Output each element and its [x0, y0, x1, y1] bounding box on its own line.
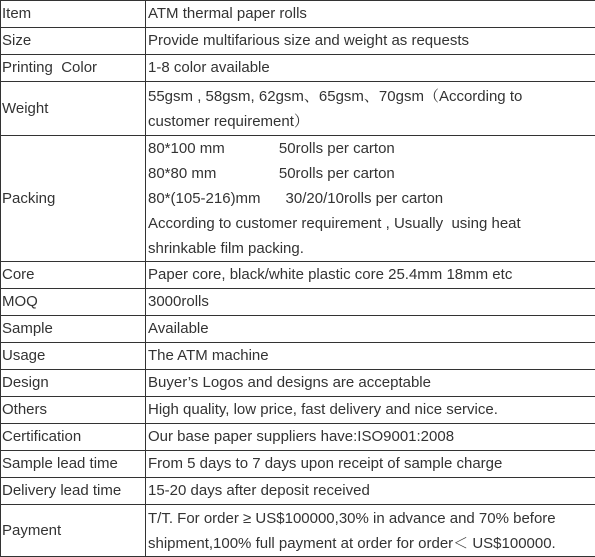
row-label: Design: [1, 370, 146, 397]
row-label: Core: [1, 262, 146, 289]
row-label: Certification: [1, 424, 146, 451]
row-value: [146, 505, 595, 557]
value-line: 55gsm , 58gsm, 62gsm、65gsm、70gsm（According to: [148, 84, 595, 109]
row-value: Buyer’s Logos and designs are acceptable: [146, 370, 595, 397]
row-label: MOQ: [1, 289, 146, 316]
value-line: T/T. For order ≥ US$100000,30% in advance and 70% before: [148, 506, 595, 531]
row-value: High quality, low price, fast delivery and nice service.: [146, 397, 595, 424]
row-value: ATM thermal paper rolls: [146, 1, 595, 28]
value-line: 80*100 mm 50rolls per carton: [148, 136, 595, 161]
row-value: 3000rolls: [146, 289, 595, 316]
value-line: shipment,100% full payment at order for order＜ US$100000.: [148, 531, 595, 556]
value-line: shrinkable film packing.: [148, 236, 595, 261]
row-value: 15-20 days after deposit received: [146, 478, 595, 505]
spec-row-packing: [1, 136, 595, 262]
row-label: Payment: [1, 505, 146, 557]
row-value: Paper core, black/white plastic core 25.4mm 18mm etc: [146, 262, 595, 289]
value-line: customer requirement）: [148, 109, 595, 134]
row-label: Delivery lead time: [1, 478, 146, 505]
spec-row-size: [1, 28, 595, 55]
row-value: The ATM machine: [146, 343, 595, 370]
row-value: Provide multifarious size and weight as requests: [146, 28, 595, 55]
row-label: Others: [1, 397, 146, 424]
spec-row-printing-color: [1, 55, 595, 82]
row-label: Packing: [1, 136, 146, 262]
row-value: 1-8 color available: [146, 55, 595, 82]
row-value: From 5 days to 7 days upon receipt of sample charge: [146, 451, 595, 478]
row-label: Printing Color: [1, 55, 146, 82]
spec-row-core: [1, 262, 595, 289]
row-value: Available: [146, 316, 595, 343]
spec-row-sample-lead-time: [1, 451, 595, 478]
row-label: Usage: [1, 343, 146, 370]
spec-row-sample: [1, 316, 595, 343]
spec-row-others: [1, 397, 595, 424]
row-label: Weight: [1, 82, 146, 136]
spec-row-usage: [1, 343, 595, 370]
row-label: Item: [1, 1, 146, 28]
spec-row-moq: [1, 289, 595, 316]
value-line: According to customer requirement , Usually using heat: [148, 211, 595, 236]
spec-row-weight: [1, 82, 595, 136]
row-value: Our base paper suppliers have:ISO9001:2008: [146, 424, 595, 451]
row-value: [146, 136, 595, 262]
row-label: Sample lead time: [1, 451, 146, 478]
spec-row-certification: [1, 424, 595, 451]
row-label: Size: [1, 28, 146, 55]
row-label: Sample: [1, 316, 146, 343]
spec-row-payment: [1, 505, 595, 557]
spec-row-delivery-lead-time: [1, 478, 595, 505]
value-line: 80*(105-216)mm 30/20/10rolls per carton: [148, 186, 595, 211]
value-line: 80*80 mm 50rolls per carton: [148, 161, 595, 186]
spec-row-design: [1, 370, 595, 397]
row-value: [146, 82, 595, 136]
spec-row-item: [1, 1, 595, 28]
